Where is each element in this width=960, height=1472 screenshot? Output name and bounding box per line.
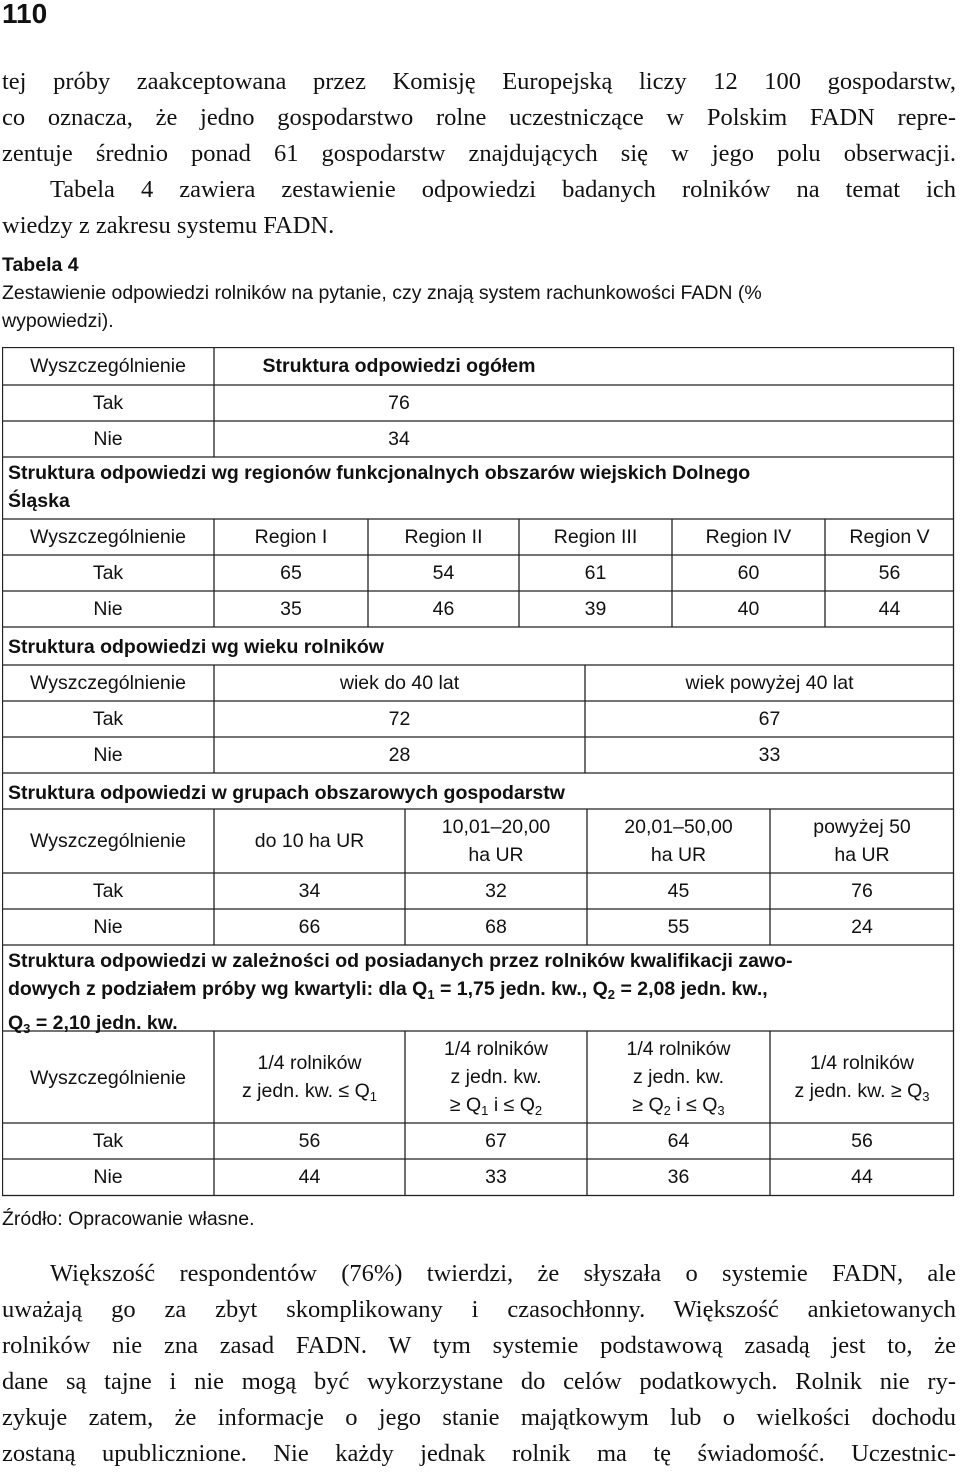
row-label-nie: Nie — [93, 598, 123, 620]
header-line: 1/4 rolników — [626, 1038, 731, 1060]
table-cell: 46 — [432, 598, 455, 620]
table-cell: 35 — [280, 598, 302, 620]
title-fragment: = 1,75 jedn. kw., Q — [434, 978, 608, 1000]
column-header — [405, 1035, 587, 1125]
table-cell: 34 — [388, 428, 410, 450]
row-label-nie: Nie — [93, 744, 123, 766]
table-cell: 67 — [485, 1130, 507, 1152]
section-title-line: Struktura odpowiedzi wg regionów funkcjonalnych obszarów wiejskich Dolnego — [8, 462, 751, 484]
table-cell: 61 — [584, 562, 607, 584]
header-line: ha UR — [468, 844, 524, 866]
table-cell: 28 — [388, 744, 411, 766]
table-cell: 56 — [878, 562, 901, 584]
table-source: Źródło: Opracowanie własne. — [2, 1208, 255, 1230]
table-caption-line: Zestawienie odpowiedzi rolników na pytanie, czy znają system rachunkowości FADN (% — [2, 282, 762, 304]
subscript: 1 — [369, 1089, 377, 1104]
column-header: wiek do 40 lat — [339, 672, 460, 694]
header-line: powyżej 50 — [813, 816, 911, 838]
section-title — [8, 459, 750, 515]
data-table — [2, 347, 955, 1197]
header-line: 1/4 rolników — [809, 1052, 915, 1074]
header-fragment: i ≤ Q — [670, 1094, 718, 1116]
header-line: 1/4 rolników — [443, 1038, 549, 1060]
text-line: rolników nie zna zasad FADN. W tym systemie podstawową zasadą jest to, że — [2, 1332, 956, 1359]
header-fragment: i ≤ Q — [488, 1094, 535, 1116]
section-title — [8, 947, 948, 1043]
column-header: Wyszczególnienie — [30, 830, 186, 852]
text-line: co oznacza, że jedno gospodarstwo rolne uczestniczące w Polskim FADN repre- — [2, 104, 956, 131]
title-fragment: dowych z podziałem próby wg kwartyli: dla Q — [8, 978, 428, 1000]
title-fragment: Q — [8, 1012, 24, 1034]
column-header: Struktura odpowiedzi ogółem — [262, 355, 536, 377]
column-header: Region III — [553, 526, 638, 548]
table-cell: 44 — [851, 1166, 873, 1188]
table-cell: 76 — [388, 392, 410, 414]
column-header: Region I — [254, 526, 328, 548]
table-cell: 33 — [485, 1166, 507, 1188]
text-line: tej próby zaakceptowana przez Komisję Europejską liczy 12 100 gospodarstw, — [2, 68, 956, 95]
text-line: zykuje zatem, że informacje o jego stanie majątkowym lub o wielkości dochodu — [2, 1404, 956, 1431]
table-caption — [2, 251, 762, 335]
header-fragment: ≥ Q — [449, 1094, 482, 1116]
column-header: Wyszczególnienie — [30, 1067, 186, 1089]
table-cell: 56 — [298, 1130, 321, 1152]
subscript: 2 — [607, 987, 616, 1002]
column-header: wiek powyżej 40 lat — [685, 672, 854, 694]
title-fragment: = 2,08 jedn. kw., — [615, 978, 768, 1000]
table-cell: 72 — [388, 708, 411, 730]
row-label-tak: Tak — [92, 1130, 124, 1152]
column-header: Region V — [849, 526, 930, 548]
text-line: Tabela 4 zawiera zestawienie odpowiedzi badanych rolników na temat ich — [50, 176, 956, 203]
table-cell: 45 — [667, 880, 690, 902]
column-header — [405, 813, 587, 869]
table-cell: 44 — [878, 598, 901, 620]
header-line: 1/4 rolników — [257, 1052, 362, 1074]
title-fragment: = 2,10 jedn. kw. — [30, 1012, 178, 1034]
text-line: dane są tajne i nie mogą być wykorzystane do celów podatkowych. Rolnik nie ry- — [2, 1368, 956, 1395]
row-label-nie: Nie — [93, 1166, 123, 1188]
table-cell: 56 — [851, 1130, 873, 1152]
table-cell: 64 — [667, 1130, 690, 1152]
row-label-tak: Tak — [92, 880, 124, 902]
row-label-tak: Tak — [92, 392, 124, 414]
table-cell: 40 — [737, 598, 760, 620]
subscript: 2 — [663, 1103, 671, 1118]
row-label-tak: Tak — [92, 708, 124, 730]
table-cell: 66 — [298, 916, 321, 938]
column-header: Region II — [404, 526, 483, 548]
header-fragment: z jedn. kw. ≤ Q — [242, 1080, 370, 1102]
table-cell: 36 — [667, 1166, 690, 1188]
table-cell: 33 — [758, 744, 781, 766]
text-line: uważają go za zbyt skomplikowany i czasochłonny. Większość ankietowanych — [2, 1296, 956, 1323]
table-label: Tabela 4 — [2, 254, 79, 276]
table-cell: 65 — [280, 562, 302, 584]
table-cell: 34 — [298, 880, 321, 902]
table-cell: 44 — [298, 1166, 321, 1188]
header-line: 20,01–50,00 — [624, 816, 733, 838]
column-header: Wyszczególnienie — [30, 672, 186, 694]
column-header — [770, 1049, 954, 1111]
outro-paragraph — [2, 1256, 956, 1472]
header-line — [770, 1077, 954, 1111]
table-cell: 55 — [667, 916, 690, 938]
section-title-line — [8, 975, 948, 1009]
header-line: 10,01–20,00 — [441, 816, 551, 838]
column-header: Region IV — [705, 526, 792, 548]
column-header — [214, 1049, 405, 1111]
page-number: 110 — [2, 0, 48, 29]
subscript: 1 — [481, 1103, 489, 1118]
subscript: 3 — [23, 1021, 31, 1036]
table-cell: 68 — [485, 916, 507, 938]
subscript: 3 — [922, 1089, 930, 1104]
header-line — [587, 1091, 770, 1125]
row-label-nie: Nie — [93, 916, 123, 938]
column-header — [770, 813, 954, 869]
subscript: 1 — [427, 987, 435, 1002]
table-cell: 76 — [851, 880, 873, 902]
subscript: 2 — [534, 1103, 543, 1118]
section-title-line: Struktura odpowiedzi w zależności od posiadanych przez rolników kwalifikacji zawo- — [8, 950, 793, 972]
intro-paragraph — [2, 64, 956, 244]
table-cell: 24 — [851, 916, 873, 938]
header-line — [214, 1077, 405, 1111]
text-line: zentuje średnio ponad 61 gospodarstw znajdujących się w jego polu obserwacji. — [2, 140, 956, 167]
header-line: ha UR — [834, 844, 890, 866]
text-line: zostaną upublicznione. Nie każdy jednak rolnik ma tę świadomość. Uczestnic- — [2, 1440, 956, 1467]
table-cell: 32 — [485, 880, 507, 902]
row-label-nie: Nie — [93, 428, 123, 450]
column-header — [587, 813, 770, 869]
subscript: 3 — [717, 1103, 725, 1118]
row-label-tak: Tak — [92, 562, 124, 584]
column-header: Wyszczególnienie — [30, 355, 186, 377]
section-title-line: Śląska — [8, 490, 70, 512]
table-cell: 60 — [737, 562, 760, 584]
column-header: do 10 ha UR — [254, 830, 365, 852]
text-line: wiedzy z zakresu systemu FADN. — [2, 212, 335, 239]
section-title: Struktura odpowiedzi w grupach obszarowych gospodarstw — [8, 782, 565, 804]
header-line — [405, 1091, 587, 1125]
table-cell: 67 — [758, 708, 781, 730]
header-line: ha UR — [650, 844, 707, 866]
table-cell: 39 — [584, 598, 607, 620]
header-line: z jedn. kw. — [450, 1066, 542, 1088]
column-header: Wyszczególnienie — [30, 526, 186, 548]
header-fragment: ≥ Q — [632, 1094, 664, 1116]
table-cell: 54 — [432, 562, 455, 584]
header-fragment: z jedn. kw. ≥ Q — [794, 1080, 923, 1102]
section-title: Struktura odpowiedzi wg wieku rolników — [8, 636, 384, 658]
table-caption-line: wypowiedzi). — [2, 310, 114, 332]
header-line: z jedn. kw. — [632, 1066, 725, 1088]
text-line: Większość respondentów (76%) twierdzi, że słyszała o systemie FADN, ale — [50, 1260, 956, 1287]
column-header — [587, 1035, 770, 1125]
